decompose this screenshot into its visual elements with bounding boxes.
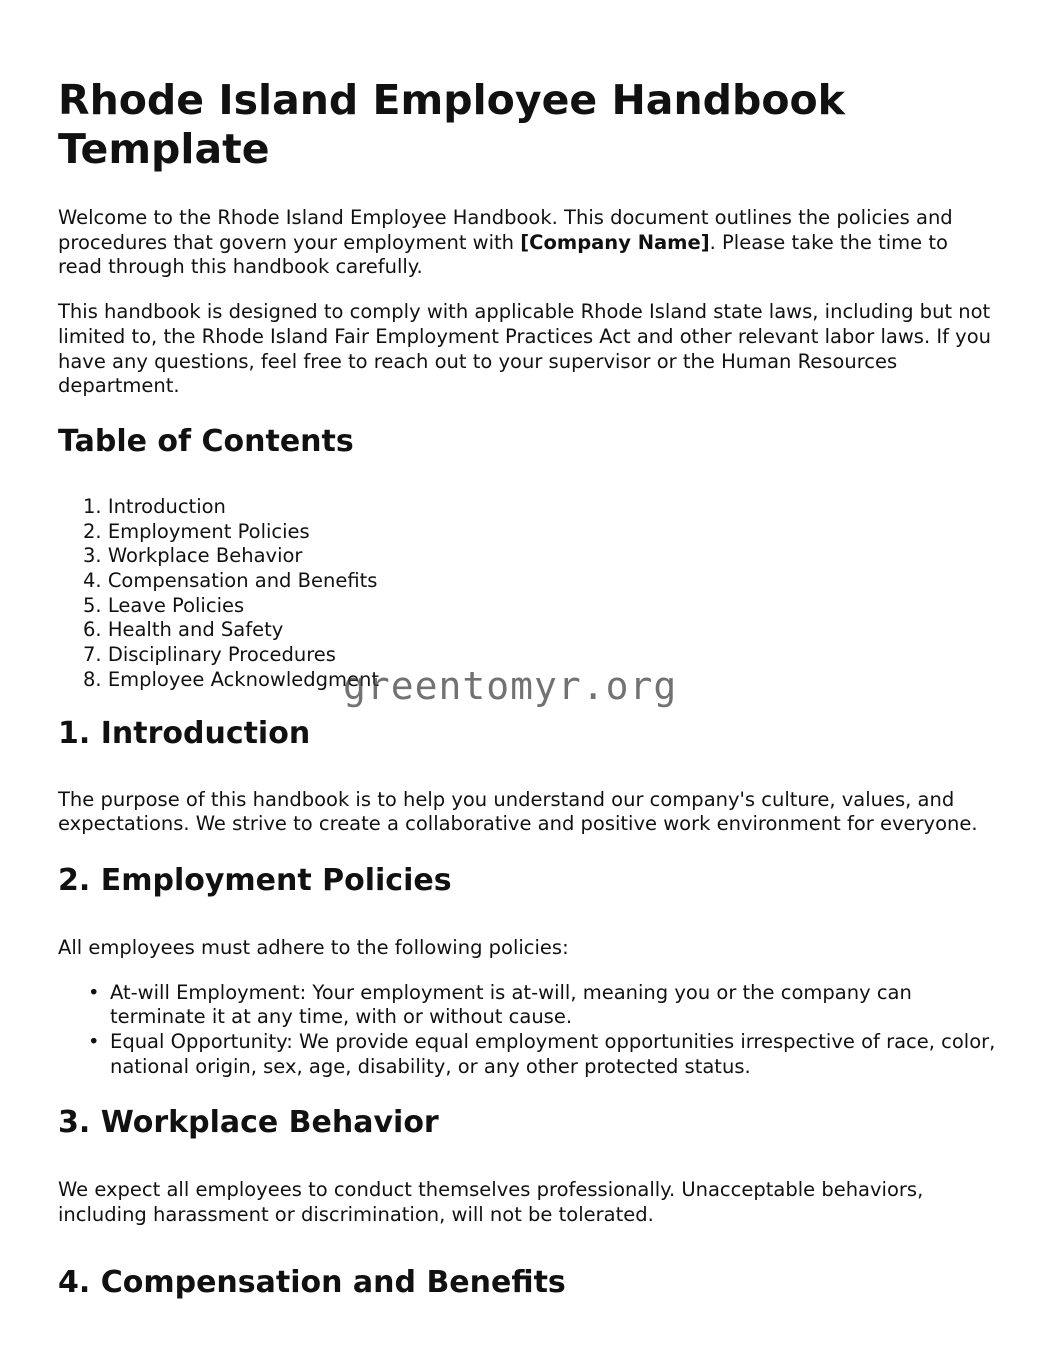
bullet-icon: • <box>88 980 100 1004</box>
table-of-contents <box>58 495 998 693</box>
toc-item-number: 7. <box>83 643 102 667</box>
toc-item-label: Employee Acknowledgment <box>107 667 380 691</box>
toc-item-label: Compensation and Benefits <box>107 569 378 593</box>
toc-item <box>83 495 998 520</box>
toc-heading: Table of Contents <box>58 423 354 459</box>
toc-item <box>83 520 998 545</box>
toc-item-number: 6. <box>83 618 102 642</box>
toc-item-label: Employment Policies <box>107 519 310 543</box>
toc-item-number: 1. <box>83 494 102 518</box>
toc-item-number: 5. <box>83 593 102 617</box>
toc-item-label: Introduction <box>107 494 226 518</box>
policy-text: Equal Opportunity: We provide equal employment opportunities irrespective of race, color, national origin, sex, age, disability, or any other protected status. <box>110 1030 996 1078</box>
policy-list <box>58 981 998 1080</box>
toc-item-label: Disciplinary Procedures <box>107 643 336 667</box>
intro-paragraph-2: This handbook is designed to comply with applicable Rhode Island state laws, including but not limited to, the Rhode Island Fair Employment Practices Act and other relevant labor laws. If you have any questions, feel free to reach out to your supervisor or the Human Resources department. <box>58 300 991 398</box>
document-page <box>58 0 998 1301</box>
document-title: Rhode Island Employee Handbook Template <box>58 76 845 173</box>
section-employment-policies-body: All employees must adhere to the following policies: <box>58 935 569 959</box>
section-introduction-heading: 1. Introduction <box>58 715 311 751</box>
section-workplace-behavior-heading: 3. Workplace Behavior <box>58 1105 439 1141</box>
policy-list-item <box>58 1030 998 1079</box>
toc-item-label: Health and Safety <box>107 618 284 642</box>
section-workplace-behavior-body: We expect all employees to conduct themselves professionally. Unacceptable behaviors, including harassment or discrimination, will not be tolerated. <box>58 1178 924 1227</box>
toc-item-number: 2. <box>83 519 102 543</box>
intro-paragraph-1 <box>58 206 998 280</box>
toc-item <box>83 544 998 569</box>
toc-item-number: 8. <box>83 667 102 691</box>
policy-list-item <box>58 981 998 1030</box>
toc-item <box>83 594 998 619</box>
company-name-placeholder: [Company Name] <box>520 230 710 254</box>
toc-item <box>83 618 998 643</box>
intro-text-end: . Please take the time to read through this handbook carefully. <box>58 230 948 279</box>
policy-text: At-will Employment: Your employment is at-will, meaning you or the company can terminate it at any time, with or without cause. <box>110 980 912 1029</box>
section-introduction-body: The purpose of this handbook is to help you understand our company's culture, values, and expectations. We strive to create a collaborative and positive work environment for everyone. <box>58 787 978 836</box>
toc-item-number: 3. <box>83 544 102 568</box>
section-employment-policies-heading: 2. Employment Policies <box>58 862 452 898</box>
watermark-text: greentomyr.org <box>343 664 678 708</box>
section-compensation-heading: 4. Compensation and Benefits <box>58 1264 566 1300</box>
bullet-icon: • <box>88 1030 100 1054</box>
toc-item-label: Leave Policies <box>107 593 245 617</box>
toc-item-number: 4. <box>83 569 102 593</box>
toc-item-label: Workplace Behavior <box>107 544 303 568</box>
toc-item <box>83 569 998 594</box>
intro-text-start: Welcome to the Rhode Island Employee Handbook. This document outlines the policies and procedures that govern your employment with <box>58 206 953 254</box>
